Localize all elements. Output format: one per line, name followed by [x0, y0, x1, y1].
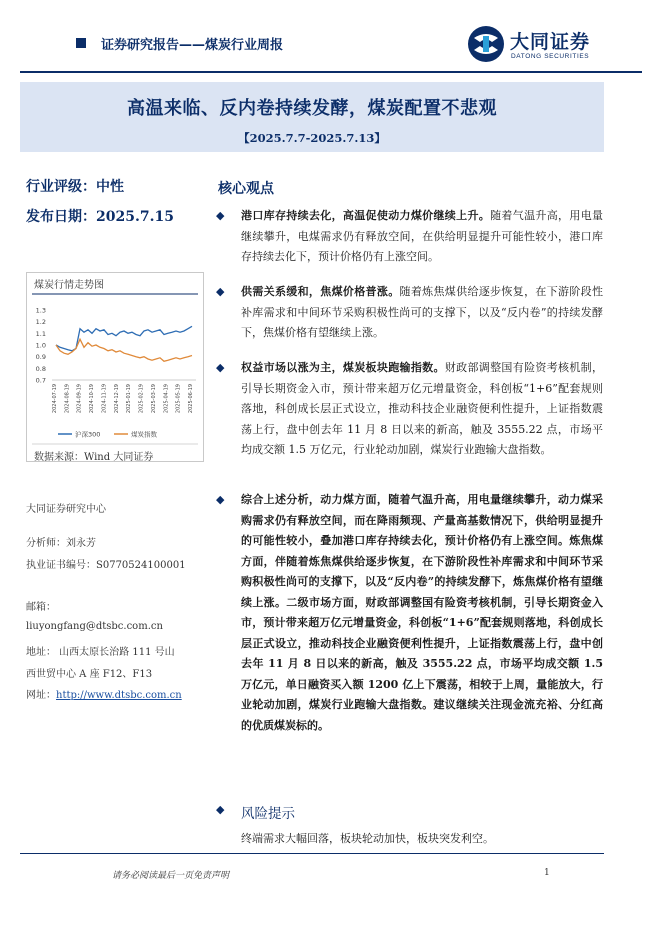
- y-tick-label: 1.3: [35, 306, 46, 315]
- y-tick-label: 1.1: [35, 329, 46, 338]
- diamond-bullet-icon: ◆: [216, 285, 225, 298]
- footer-divider: [20, 853, 604, 854]
- x-tick-label: 2025-01-19: [126, 384, 133, 414]
- core-item-text: 随着炼焦煤供给逐步恢复，在下游阶段性补库需求和中间环节采购积极性尚可的支撑下，以及“反内卷”的持续发酵下，焦煤价格有望继续上涨。: [241, 285, 603, 339]
- address-line-2: 西世贸中心 A 座 F12、F13: [26, 669, 153, 680]
- report-header: [0, 0, 662, 70]
- core-views-title: 核心观点: [218, 181, 274, 197]
- x-tick-label: 2024-08-19: [64, 384, 71, 414]
- header-square-icon: [76, 38, 86, 48]
- x-tick-label: 2024-07-19: [52, 384, 58, 414]
- core-item-text: 随着气温升高，用电量继续攀升，电煤需求仍有释放空间，在供给明显提升可能性较小，港口库存持续去化下，预计价格仍有上涨空间。: [241, 209, 604, 263]
- market-chart: [26, 272, 204, 462]
- website-link[interactable]: http://www.dtsbc.com.cn: [56, 690, 182, 701]
- y-tick-label: 1.0: [35, 341, 46, 350]
- x-tick-label: 2025-02-19: [138, 384, 145, 414]
- research-center: 大同证券研究中心: [26, 504, 106, 515]
- diamond-bullet-icon: ◆: [216, 361, 225, 374]
- market-chart-svg: [26, 272, 204, 462]
- core-item-lead: 港口库存持续去化，高温促使动力煤价继续上升。: [241, 209, 491, 222]
- diamond-bullet-icon: ◆: [216, 803, 225, 816]
- series-line-coal-index: [56, 339, 192, 361]
- header-divider: [20, 71, 642, 73]
- chart-source: 数据来源：Wind 大同证券: [34, 452, 154, 463]
- x-tick-label: 2024-09-19: [76, 384, 83, 414]
- y-tick-label: 1.2: [35, 318, 46, 327]
- logo-en-text: DATONG SECURITIES: [511, 53, 590, 60]
- industry-rating: 行业评级：中性: [26, 179, 124, 195]
- legend-label: 沪深300: [75, 430, 101, 439]
- risk-text: 终端需求大幅回落，板块轮动加快，板块突发利空。: [241, 832, 494, 845]
- y-tick-label: 0.8: [35, 364, 46, 373]
- x-tick-label: 2025-06-19: [188, 384, 194, 414]
- core-item-lead: 供需关系缓和，焦煤价格普涨。: [241, 285, 400, 298]
- x-tick-label: 2024-10-19: [89, 384, 96, 414]
- risk-title: 风险提示: [241, 806, 295, 822]
- chart-title: 煤炭行情走势图: [34, 280, 104, 291]
- diamond-bullet-icon: ◆: [216, 209, 225, 222]
- logo-cn-text: 大同证券: [510, 31, 591, 53]
- title-band: [20, 82, 604, 152]
- y-tick-label: 0.7: [35, 376, 46, 385]
- report-type: 证券研究报告——煤炭行业周报: [101, 38, 284, 53]
- footer-disclaimer: 请务必阅读最后一页免责声明: [112, 871, 230, 881]
- x-tick-label: 2024-12-19: [113, 384, 120, 414]
- publish-date: 发布日期：2025.7.15: [26, 209, 174, 225]
- core-summary-text: 综合上述分析，动力煤方面，随着气温升高，用电量继续攀升，动力煤采购需求仍有释放空间，而在降雨频现、产量高基数情况下，供给明显提升的可能性较小，叠加港口库存持续去化，预计价格仍有上涨空间。炼焦煤方面，伴随着炼焦煤供给逐步恢复，在下游阶段性补库需求和中间环节采购积极性尚可的支撑下，以及“反内卷”的持续发酵下，炼焦煤价格有望继续上涨。二级市场方面，财政部调整国有险资考核机制，引导长期资金入市，预计带来超万亿元增量资金，科创板“1+6”配套规则落地，科创成长层正式设立，推动科技企业融资便利性提升，上证指数震荡上行，盘中创去年 11 月 8 日以来的新高，触及 3555.22 点，市场平均成交额 1.5 万亿元，单日融资买入额 1200 亿上下震荡，相较于上周，量能放大，行业轮动加剧，煤炭行业跑输大盘指数。建议继续关注现金流充裕、分红高的优质煤炭标的。: [241, 493, 603, 732]
- y-tick-label: 0.9: [35, 353, 46, 362]
- x-tick-label: 2025-05-19: [175, 384, 182, 414]
- chart-frame: [27, 273, 204, 462]
- company-logo: [466, 24, 616, 64]
- diamond-bullet-icon: ◆: [216, 493, 225, 506]
- website-label: 网址：: [26, 690, 56, 701]
- certificate-number: 执业证书编号：S0770524100001: [26, 560, 186, 571]
- page-number: 1: [544, 868, 550, 878]
- email-address[interactable]: liuyongfang@dtsbc.com.cn: [26, 621, 163, 632]
- core-item-lead: 权益市场以涨为主，煤炭板块跑输指数。: [241, 361, 445, 374]
- analyst-name: 分析师：刘永芳: [26, 538, 96, 549]
- logo-mark-icon: [466, 24, 506, 64]
- website-row: [26, 686, 182, 701]
- x-tick-label: 2025-03-19: [150, 384, 157, 414]
- main-title: 高温来临、反内卷持续发酵，煤炭配置不悲观: [127, 98, 497, 119]
- x-tick-label: 2024-11-19: [101, 384, 108, 414]
- address-line-1: 地址： 山西太原长治路 111 号山: [26, 647, 175, 658]
- email-label: 邮箱：: [26, 602, 56, 613]
- x-tick-label: 2025-04-19: [163, 384, 170, 414]
- date-range: 【2025.7.7-2025.7.13】: [238, 131, 386, 145]
- core-item-text: 财政部调整国有险资考核机制，引导长期资金入市，预计带来超万亿元增量资金，科创板“1+6”配套规则落地，科创成长层正式设立，推动科技企业融资便利性提升，上证指数震荡上行，盘中创去年 11 月 8 日以来的新高，触及 3555.22 点，市场平均成交额 1.5 万亿元，行业轮动加剧，煤炭行业跑输大盘指数。: [241, 361, 604, 456]
- legend-label: 煤炭指数: [131, 430, 157, 439]
